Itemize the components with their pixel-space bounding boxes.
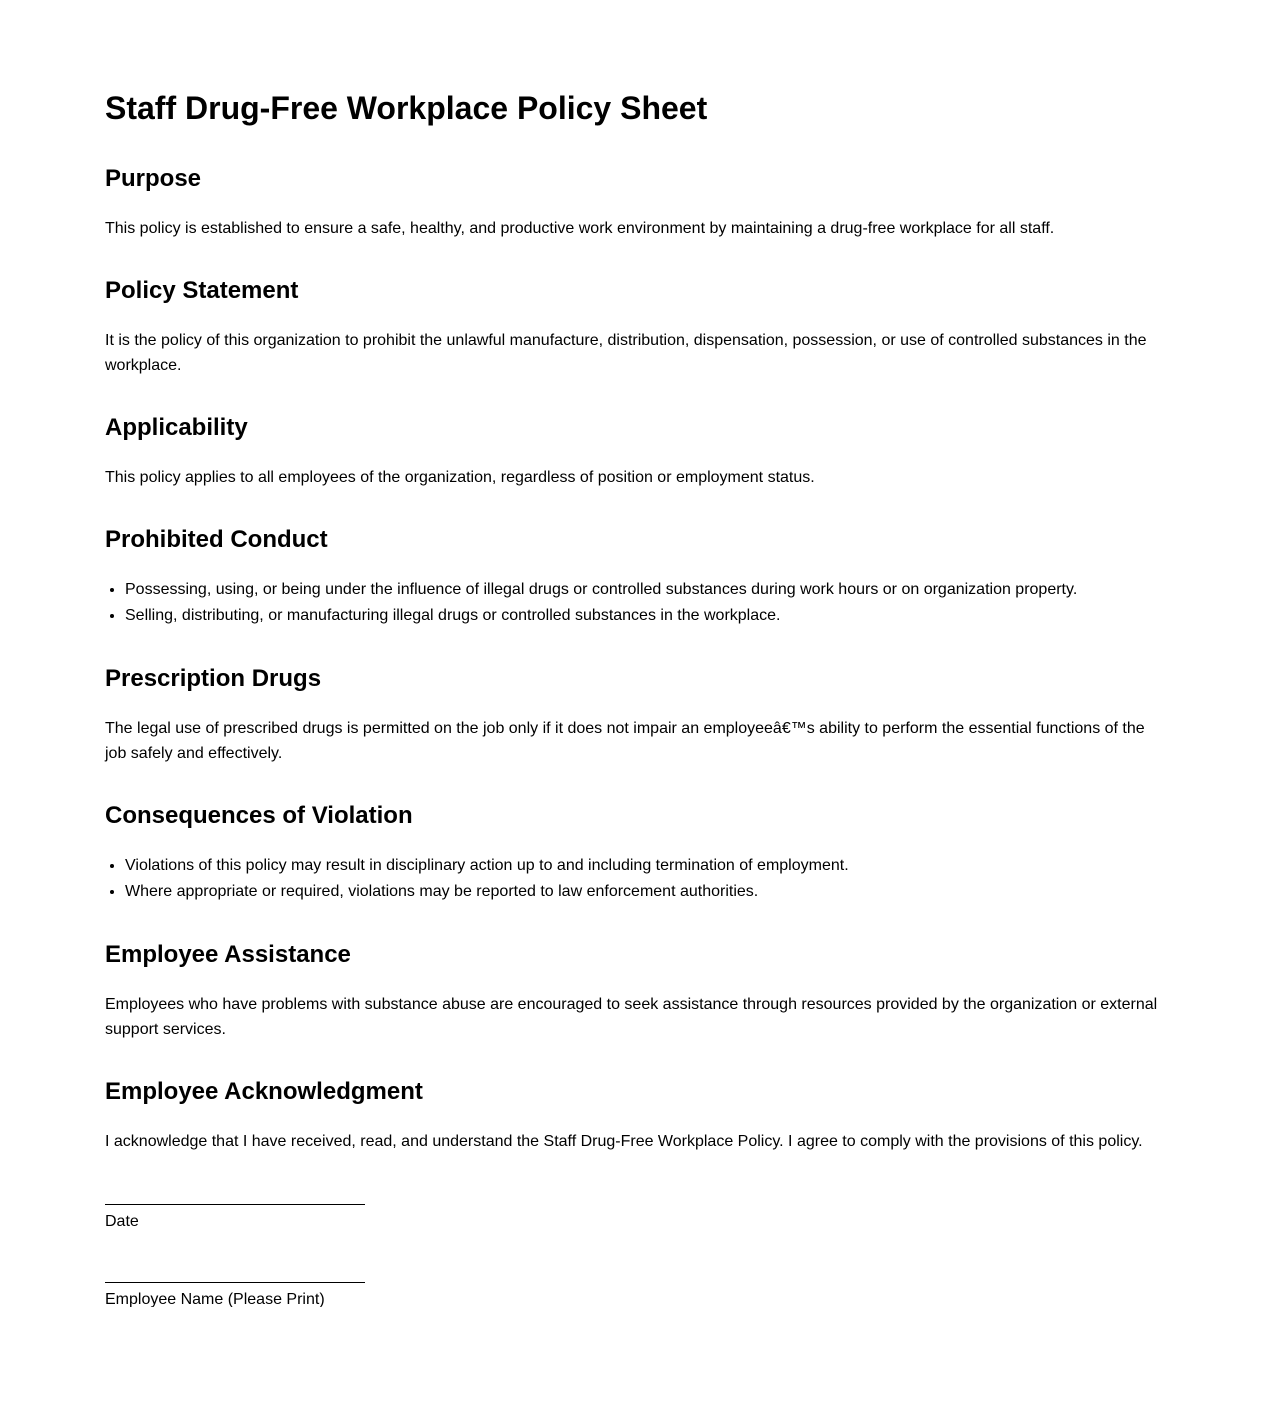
section-heading: Prohibited Conduct <box>105 526 328 553</box>
section-heading: Consequences of Violation <box>105 802 413 829</box>
section-prohibited-conduct <box>105 525 1163 629</box>
section-acknowledgment <box>105 1077 1163 1154</box>
section-purpose <box>105 164 1163 241</box>
section-text: Employees who have problems with substance abuse are encouraged to seek assistance through resources provided by the organization or external support services. <box>105 996 1158 1038</box>
section-heading: Employee Acknowledgment <box>105 1078 423 1105</box>
section-policy-statement <box>105 276 1163 378</box>
section-prescription-drugs <box>105 664 1163 766</box>
section-heading: Policy Statement <box>105 277 299 304</box>
date-field[interactable] <box>105 1204 365 1232</box>
list-item: • Where appropriate or required, violations may be reported to law enforcement authorities. <box>125 879 1163 905</box>
section-heading: Applicability <box>105 414 248 441</box>
section-heading: Purpose <box>105 165 202 192</box>
list-item: • Possessing, using, or being under the influence of illegal drugs or controlled substances during work hours or on organization property. <box>125 577 1163 603</box>
section-employee-assistance <box>105 940 1163 1042</box>
section-heading: Employee Assistance <box>105 941 351 968</box>
section-heading: Prescription Drugs <box>105 665 322 692</box>
section-text: I acknowledge that I have received, read, and understand the Staff Drug-Free Workplace Policy. I agree to comply with the provisions of this policy. <box>105 1133 1143 1150</box>
date-signature-line[interactable] <box>105 1204 365 1205</box>
date-label: Date <box>105 1213 139 1230</box>
section-text: This policy applies to all employees of the organization, regardless of position or employment status. <box>105 469 815 486</box>
section-applicability <box>105 413 1163 490</box>
section-text: The legal use of prescribed drugs is permitted on the job only if it does not impair an employeeâ€™s ability to perform the essential functions of the job safely and effectively. <box>105 720 1145 762</box>
signature-area <box>105 1204 1163 1364</box>
employee-name-field[interactable] <box>105 1282 365 1307</box>
list-item: • Selling, distributing, or manufacturing illegal drugs or controlled substances in the workplace. <box>125 603 1163 629</box>
bullet-list <box>105 577 1163 629</box>
page-title: Staff Drug-Free Workplace Policy Sheet <box>105 90 708 126</box>
list-item: • Violations of this policy may result in disciplinary action up to and including termination of employment. <box>125 853 1163 879</box>
section-text: It is the policy of this organization to prohibit the unlawful manufacture, distribution, dispensation, possession, or use of controlled substances in the workplace. <box>105 332 1147 374</box>
bullet-list <box>105 853 1163 905</box>
section-text: This policy is established to ensure a safe, healthy, and productive work environment by maintaining a drug-free workplace for all staff. <box>105 220 1055 237</box>
employee-name-label: Employee Name (Please Print) <box>105 1291 325 1307</box>
section-consequences <box>105 801 1163 905</box>
